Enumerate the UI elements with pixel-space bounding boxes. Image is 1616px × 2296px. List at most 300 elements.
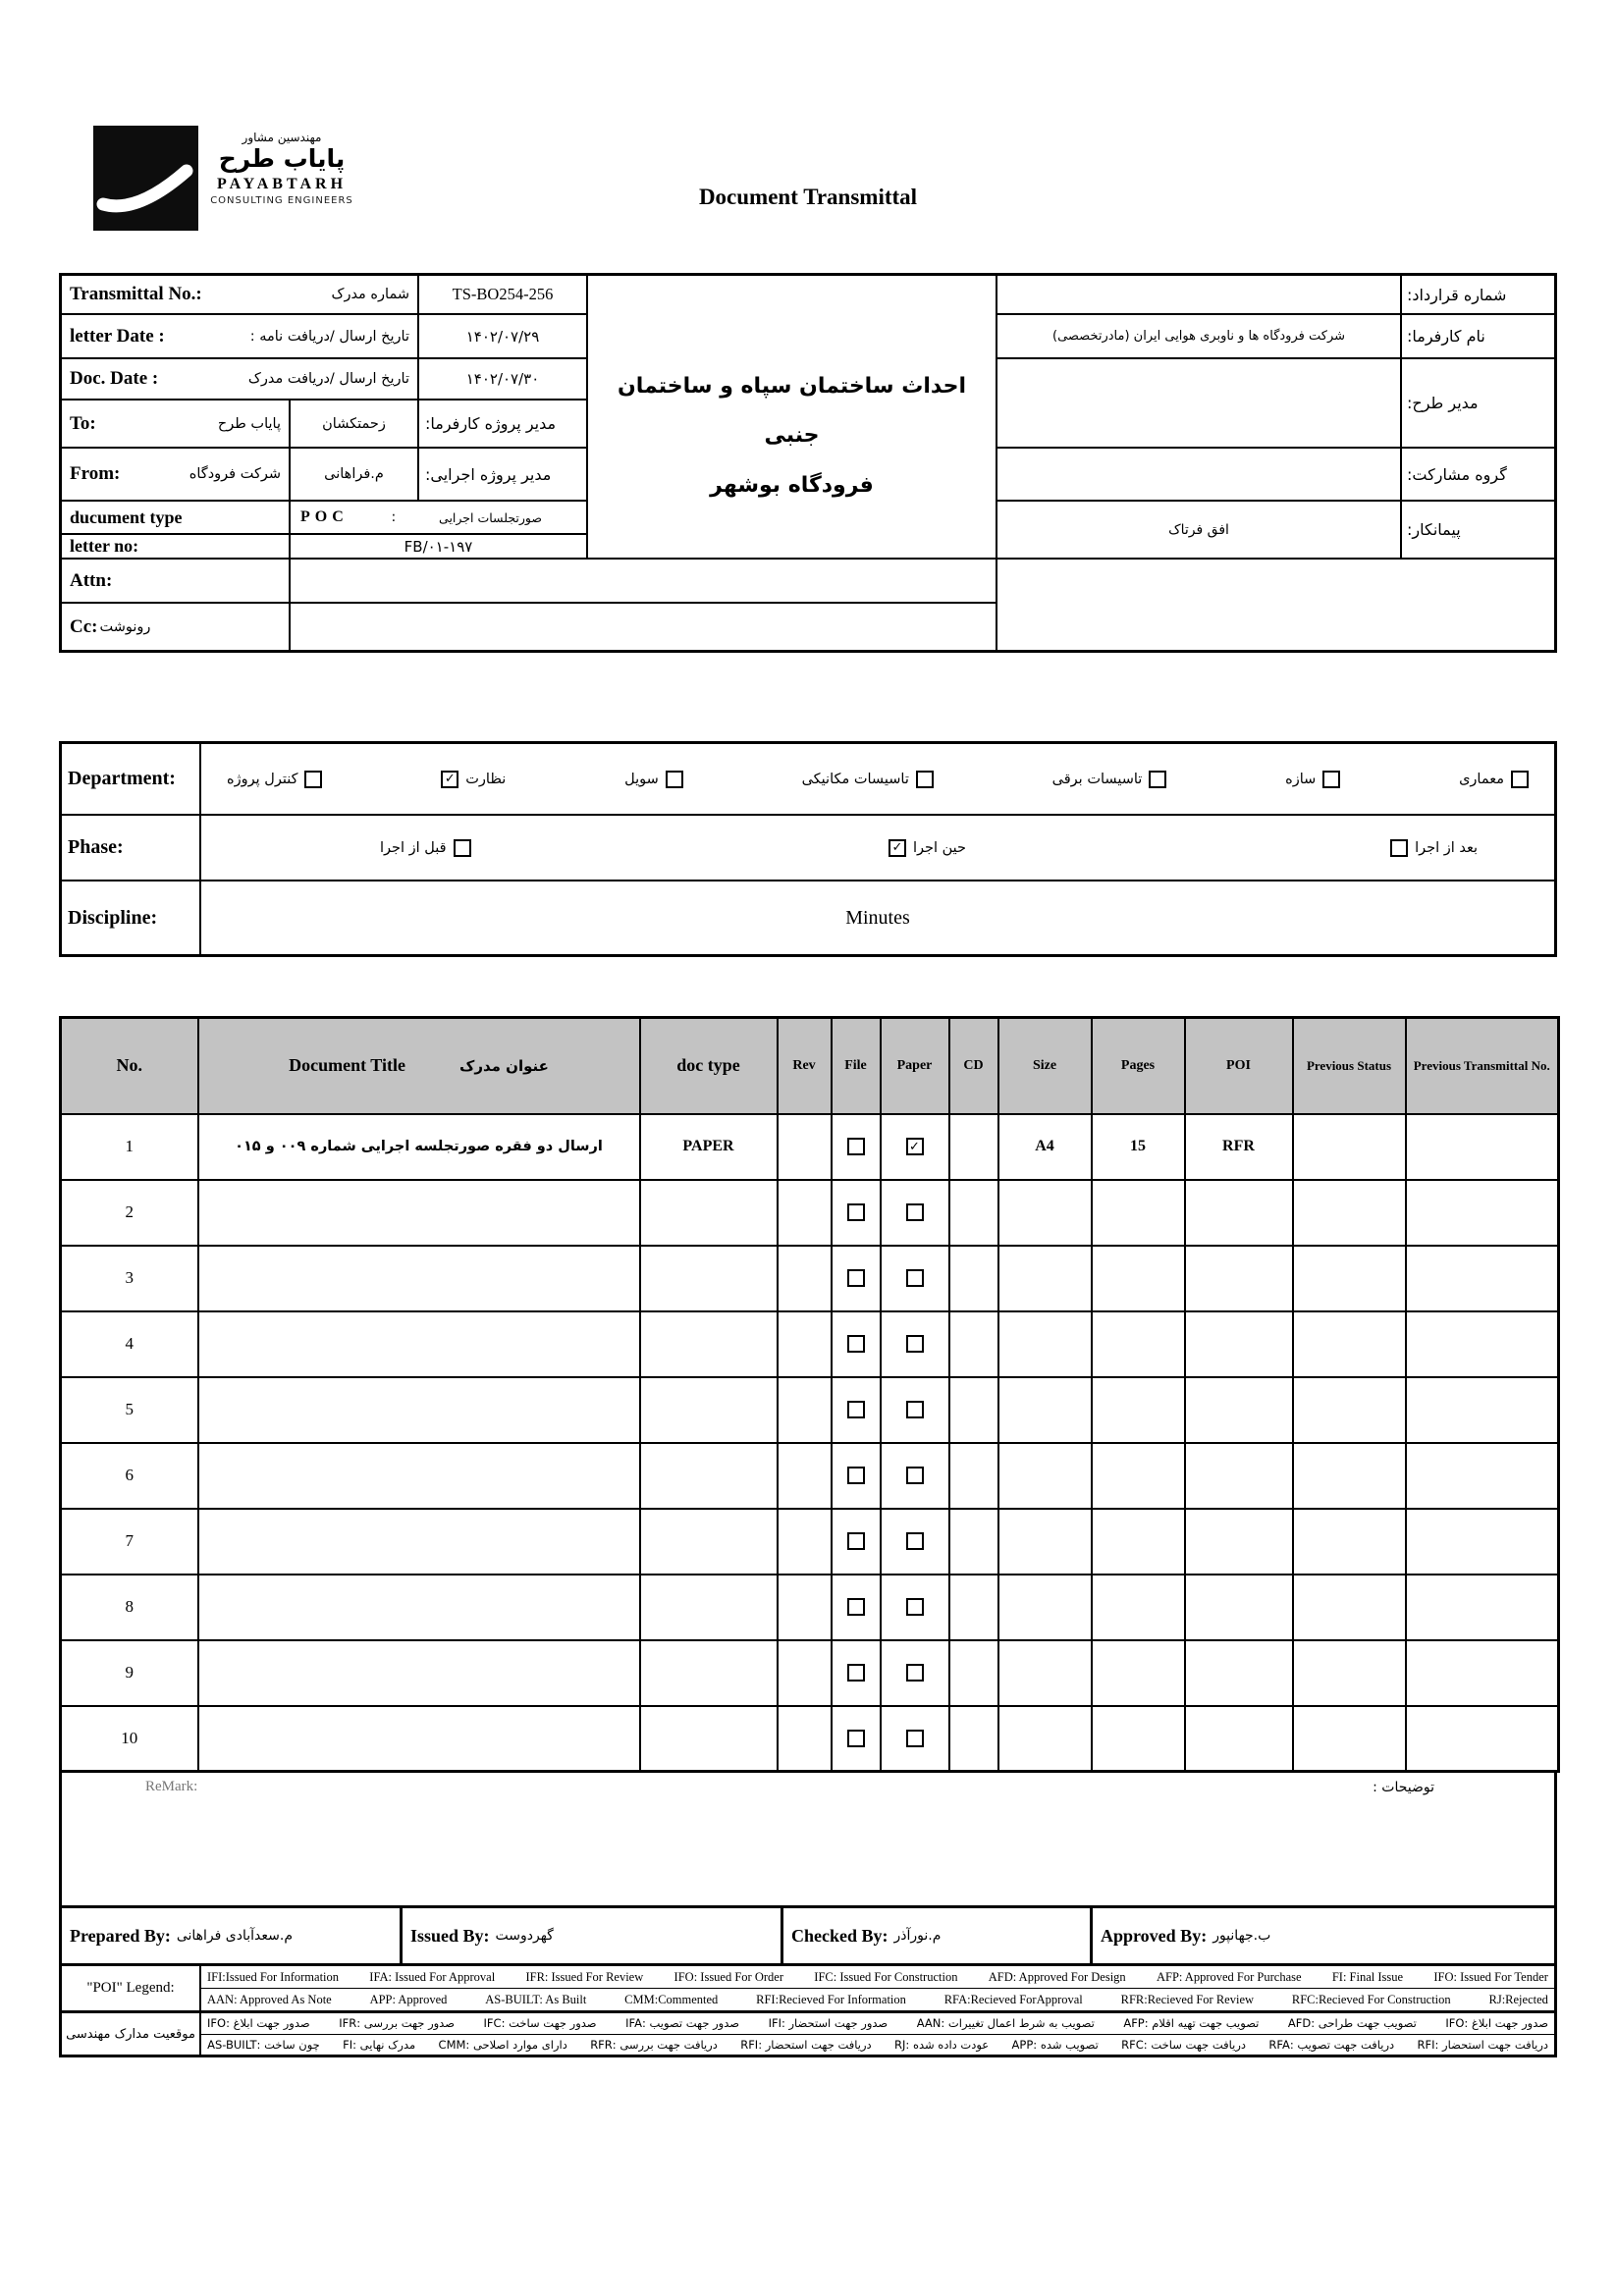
row-prev-transmittal [1406,1575,1559,1640]
transmittal-info-table [59,273,1557,653]
doc-type-value: POC [300,508,349,525]
row-rev [778,1443,832,1509]
legend-token: تصویب جهت طراحی :AFD [1287,2016,1417,2031]
row-document-title [198,1246,640,1311]
doc-type-fa: صورتجلسات اجرایی [439,509,542,525]
row-poi [1185,1509,1293,1575]
legend-token: RFR:Recieved For Review [1120,1992,1255,2006]
project-title-cell [586,276,996,558]
row-cd [949,1640,998,1706]
doc-type-label: ducument type [70,507,183,527]
unchecked-checkbox[interactable] [847,1401,865,1418]
legend-en-line-1 [201,1966,1554,1988]
from-company: شرکت فرودگاه [189,466,281,482]
row-document-title: ارسال دو فقره صورتجلسه اجرایی شماره ۰۰۹ و ۰۱۵ [198,1114,640,1180]
page-title: Document Transmittal [698,185,918,209]
signature-name: م.نورآذر [893,1928,942,1944]
row-poi [1185,1246,1293,1311]
signature-cell [1090,1908,1554,1963]
row-paper-cell [881,1246,949,1311]
cc-value [289,602,996,650]
letter-date-label-cell [62,313,417,357]
row-poi [1185,1443,1293,1509]
poi-legend-fa-lines [199,2010,1554,2055]
row-poi [1185,1575,1293,1640]
remark-label-fa: توضیحات : [1373,1780,1434,1795]
row-file-cell [832,1443,881,1509]
legend-token: IFC: Issued For Construction [814,1969,958,1984]
legend-token: تصویب جهت تهیه اقلام :AFP [1123,2016,1260,2031]
legend-token: تصویب شده :APP [1011,2037,1099,2052]
signature-label: Prepared By: [70,1925,171,1946]
row-pages [1092,1246,1185,1311]
row-no: 8 [61,1575,198,1640]
brand-en-subtitle: CONSULTING ENGINEERS [210,194,353,206]
checkbox-item [1459,771,1529,788]
unchecked-checkbox[interactable] [916,771,934,788]
checkbox-label: بعد از اجرا [1415,839,1478,856]
signature-row [59,1905,1557,1966]
row-file-cell [832,1640,881,1706]
right-bottom-empty-cell [996,558,1554,650]
legend-token: CMM:Commented [624,1992,719,2006]
row-cd [949,1706,998,1772]
poi-legend-en-lines [199,1966,1554,2010]
row-size [998,1311,1092,1377]
row-document-title [198,1509,640,1575]
client-name-label: نام کارفرما: [1400,313,1554,357]
row-pages [1092,1180,1185,1246]
row-prev-transmittal [1406,1114,1559,1180]
row-poi [1185,1180,1293,1246]
row-document-title [198,1311,640,1377]
col-header-prev-status: Previous Status [1293,1018,1406,1114]
legend-token: AFD: Approved For Design [988,1969,1126,1984]
row-prev-status [1293,1180,1406,1246]
row-paper-cell [881,1180,949,1246]
row-no: 4 [61,1311,198,1377]
signature-label: Checked By: [791,1925,889,1946]
project-title-line2: فرودگاه بوشهر [710,472,874,498]
row-paper-cell [881,1443,949,1509]
legend-token: صدور جهت ابلاغ :IFO [207,2016,310,2031]
transmittal-no-label-fa: شماره مدرک [331,287,409,302]
row-size [998,1706,1092,1772]
unchecked-checkbox[interactable] [847,1335,865,1353]
doc-date-label-en: Doc. Date : [70,368,159,389]
row-doc-type [640,1640,778,1706]
row-cd [949,1246,998,1311]
row-doc-type [640,1443,778,1509]
unchecked-checkbox[interactable] [1149,771,1166,788]
row-file-cell [832,1706,881,1772]
unchecked-checkbox[interactable] [666,771,683,788]
classification-table [59,741,1557,957]
legend-token: AAN: Approved As Note [207,1992,332,2006]
to-person: زحمتکشان [289,399,417,447]
transmittal-no-value: TS-BO254-256 [417,276,586,313]
legend-token: دریافت جهت استحضار :RFI [1417,2037,1548,2052]
unchecked-checkbox[interactable] [906,1401,924,1418]
phase-label: Phase: [62,814,199,880]
attn-label: Attn: [70,569,113,591]
row-no: 6 [61,1443,198,1509]
checkbox-label: سازه [1285,771,1317,787]
legend-token: صدور جهت ساخت :IFC [483,2016,597,2031]
row-prev-transmittal [1406,1377,1559,1443]
row-document-title [198,1180,640,1246]
row-pages [1092,1443,1185,1509]
row-rev [778,1180,832,1246]
contractor-label: پیمانکار: [1400,500,1554,558]
contract-no-value [996,276,1400,313]
legend-token: دریافت جهت تصویب :RFA [1268,2037,1395,2052]
checkbox-item [624,771,683,788]
row-paper-cell [881,1377,949,1443]
row-rev [778,1509,832,1575]
row-no: 7 [61,1509,198,1575]
legend-token: IFR: Issued For Review [525,1969,644,1984]
brand-fa-tagline: مهندسین مشاور [242,131,322,144]
from-person: م.فراهانی [289,447,417,500]
row-no: 10 [61,1706,198,1772]
checkbox-item [1285,771,1340,788]
checkbox-item [380,839,471,857]
row-document-title [198,1640,640,1706]
letter-date-label-en: letter Date : [70,325,165,347]
checkbox-label: تاسیسات برقی [1051,771,1143,787]
row-doc-type [640,1509,778,1575]
row-poi [1185,1706,1293,1772]
table-header-row [61,1018,1559,1114]
checkbox-label: حین اجرا [913,839,967,856]
row-paper-cell [881,1706,949,1772]
legend-token: مدرک نهایی :FI [343,2037,416,2052]
row-doc-type [640,1575,778,1640]
row-rev [778,1246,832,1311]
row-file-cell [832,1311,881,1377]
legend-token: عودت داده شده :RJ [894,2037,990,2052]
unchecked-checkbox[interactable] [847,1730,865,1747]
row-prev-status [1293,1640,1406,1706]
row-size [998,1443,1092,1509]
letter-no-value: FB/۰۱-۱۹۷ [289,533,586,558]
contract-no-label: شماره قرارداد: [1400,276,1554,313]
legend-token: دریافت جهت ساخت :RFC [1121,2037,1247,2052]
row-cd [949,1311,998,1377]
row-file-cell [832,1114,881,1180]
col-header-pages: Pages [1092,1018,1185,1114]
unchecked-checkbox[interactable] [906,1664,924,1682]
row-poi [1185,1640,1293,1706]
checkbox-label: معماری [1459,771,1504,787]
unchecked-checkbox[interactable] [906,1730,924,1747]
row-rev [778,1311,832,1377]
table-row [61,1180,1559,1246]
row-prev-status [1293,1706,1406,1772]
row-paper-cell [881,1509,949,1575]
checkbox-item [802,771,934,788]
table-row [61,1246,1559,1311]
contractor-value: افق فرتاک [996,500,1400,558]
col-header-poi: POI [1185,1018,1293,1114]
legend-token: AFP: Approved For Purchase [1156,1969,1302,1984]
poi-legend-label: "POI" Legend: [86,1980,175,1996]
legend-token: RJ:Rejected [1488,1992,1548,2006]
checkbox-item [227,771,322,788]
transmittal-no-label-en: Transmittal No.: [70,284,202,304]
row-file-cell [832,1509,881,1575]
checkbox-label: سویل [624,771,659,787]
row-prev-transmittal [1406,1640,1559,1706]
row-pages [1092,1311,1185,1377]
signature-name: م.سعدآبادی فراهانی [176,1928,293,1944]
row-document-title [198,1706,640,1772]
row-pages [1092,1640,1185,1706]
brand-en-name: PAYABTARH [216,175,348,192]
row-size [998,1246,1092,1311]
department-label: Department: [68,768,176,789]
unchecked-checkbox[interactable] [906,1598,924,1616]
signature-label: Issued By: [410,1925,490,1946]
company-logo-icon [93,126,198,231]
col-header-size: Size [998,1018,1092,1114]
legend-token: صدور جهت تصویب :IFA [625,2016,740,2031]
legend-token: صدور جهت استحضار :IFI [768,2016,889,2031]
row-size [998,1575,1092,1640]
unchecked-checkbox[interactable] [906,1269,924,1287]
unchecked-checkbox[interactable] [906,1335,924,1353]
document-list-table [59,1016,1560,1773]
plan-manager-value [996,357,1400,447]
row-prev-transmittal [1406,1311,1559,1377]
checked-checkbox[interactable]: ✓ [906,1138,924,1155]
signature-cell [62,1908,400,1963]
to-company: پایاب طرح [217,415,281,432]
signature-cell [400,1908,781,1963]
row-size [998,1377,1092,1443]
legend-token: FI: Final Issue [1331,1969,1404,1984]
row-prev-transmittal [1406,1443,1559,1509]
table-row [61,1114,1559,1180]
row-prev-status [1293,1311,1406,1377]
row-size [998,1180,1092,1246]
client-name-value: شرکت فرودگاه ها و ناوبری هوایی ایران (مادرتخصصی) [996,313,1400,357]
legend-en-line-2 [201,1988,1554,2010]
row-cd [949,1377,998,1443]
row-no: 2 [61,1180,198,1246]
col-header-paper: Paper [881,1018,949,1114]
to-label: To: [70,412,96,434]
row-prev-status [1293,1114,1406,1180]
row-doc-type: PAPER [640,1114,778,1180]
discipline-cell [199,880,1554,954]
unchecked-checkbox[interactable] [847,1269,865,1287]
col-header-no: No. [61,1018,198,1114]
col-header-title [198,1018,640,1114]
row-prev-status [1293,1377,1406,1443]
col-header-prev-transmittal: Previous Transmittal No. [1406,1018,1559,1114]
legend-token: IFA: Issued For Approval [369,1969,496,1984]
legend-token: AS-BUILT: As Built [485,1992,587,2006]
row-doc-type [640,1180,778,1246]
checked-checkbox[interactable]: ✓ [441,771,458,788]
signature-label: Approved By: [1101,1925,1208,1946]
attn-label-cell [62,558,289,602]
unchecked-checkbox[interactable] [906,1532,924,1550]
legend-token: IFO: Issued For Tender [1433,1969,1548,1984]
row-no: 3 [61,1246,198,1311]
row-document-title [198,1575,640,1640]
cc-label-cell [62,602,289,650]
unchecked-checkbox[interactable] [847,1664,865,1682]
unchecked-checkbox[interactable] [847,1203,865,1221]
row-file-cell [832,1246,881,1311]
letter-no-label: letter no: [70,536,139,556]
row-prev-transmittal [1406,1509,1559,1575]
attn-value [289,558,996,602]
row-prev-status [1293,1575,1406,1640]
unchecked-checkbox[interactable] [454,839,471,857]
table-row [61,1443,1559,1509]
row-paper-cell [881,1114,949,1180]
legend-token: APP: Approved [369,1992,448,2006]
checkbox-item [1390,839,1478,857]
checkbox-label: تاسیسات مکانیکی [801,771,909,787]
col-header-title-fa: عنوان مدرک [458,1056,549,1075]
row-paper-cell [881,1311,949,1377]
unchecked-checkbox[interactable] [906,1203,924,1221]
checkbox-label: قبل از اجرا [380,839,447,856]
table-row [61,1706,1559,1772]
row-size [998,1640,1092,1706]
row-poi [1185,1311,1293,1377]
poi-legend-label-fa: موقعیت مدارک مهندسی [62,2010,199,2055]
letter-date-value: ۱۴۰۲/۰۷/۲۹ [417,313,586,357]
table-row [61,1575,1559,1640]
signature-cell [781,1908,1090,1963]
row-rev [778,1640,832,1706]
row-rev [778,1575,832,1640]
row-pages [1092,1377,1185,1443]
legend-token: صدور جهت بررسی :IFR [339,2016,455,2031]
legend-token: IFO: Issued For Order [673,1969,783,1984]
legend-token: دارای موارد اصلاحی :CMM [438,2037,567,2052]
unchecked-checkbox[interactable] [1322,771,1340,788]
transmittal-no-label-cell [62,276,417,313]
checkbox-label: کنترل پروژه [227,771,298,787]
row-doc-type [640,1706,778,1772]
unchecked-checkbox[interactable] [847,1598,865,1616]
row-poi: RFR [1185,1114,1293,1180]
poi-legend-section [59,1963,1557,2057]
table-row [61,1509,1559,1575]
legend-token: RFI:Recieved For Information [756,1992,906,2006]
row-size [998,1509,1092,1575]
table-row [61,1311,1559,1377]
row-rev [778,1377,832,1443]
legend-token: دریافت جهت بررسی :RFR [590,2037,718,2052]
unchecked-checkbox[interactable] [847,1138,865,1155]
row-document-title [198,1443,640,1509]
col-header-doctype: doc type [640,1018,778,1114]
legend-token: صدور جهت ابلاغ :IFO [1445,2016,1548,2031]
doc-date-label-fa: تاریخ ارسال /دریافت مدرک [247,371,409,387]
row-prev-status [1293,1246,1406,1311]
legend-fa-line-2 [201,2034,1554,2056]
from-role: مدیر پروژه اجرایی: [417,447,586,500]
row-doc-type [640,1246,778,1311]
discipline-value: Minutes [845,906,910,929]
row-paper-cell [881,1575,949,1640]
partnership-value [996,447,1400,500]
row-prev-transmittal [1406,1180,1559,1246]
checkbox-item [1052,771,1167,788]
checkbox-label: نظارت [465,771,507,787]
project-title-line1: احداث ساختمان سپاه و ساختمان جنبی [618,373,966,449]
col-header-file: File [832,1018,881,1114]
doc-type-colon: : [391,509,397,525]
legend-token: RFC:Recieved For Construction [1291,1992,1451,2006]
row-pages [1092,1706,1185,1772]
row-no: 1 [61,1114,198,1180]
row-file-cell [832,1180,881,1246]
row-prev-transmittal [1406,1706,1559,1772]
unchecked-checkbox[interactable] [304,771,322,788]
department-checkbox-row [199,744,1554,814]
row-pages [1092,1575,1185,1640]
doc-date-label-cell [62,357,417,399]
legend-token: چون ساخت :AS-BUILT [207,2037,320,2052]
table-row [61,1377,1559,1443]
signature-name: ب.جهانپور [1212,1928,1271,1944]
row-document-title [198,1377,640,1443]
col-header-cd: CD [949,1018,998,1114]
checkbox-item [889,839,966,857]
remark-section [59,1771,1557,1908]
col-header-rev: Rev [778,1018,832,1114]
row-cd [949,1180,998,1246]
discipline-label: Discipline: [62,880,199,954]
to-role: مدیر پروژه کارفرما: [417,399,586,447]
row-pages [1092,1509,1185,1575]
cc-label-fa: رونوشت [99,618,151,635]
letter-no-label-cell [62,533,289,558]
unchecked-checkbox[interactable] [1511,771,1529,788]
checkbox-item [441,771,506,788]
row-rev [778,1114,832,1180]
row-size: A4 [998,1114,1092,1180]
unchecked-checkbox[interactable] [1390,839,1408,857]
unchecked-checkbox[interactable] [847,1532,865,1550]
brand-fa-name: پایاب طرح [218,143,346,173]
unchecked-checkbox[interactable] [847,1467,865,1484]
from-label: From: [70,463,121,484]
row-prev-status [1293,1443,1406,1509]
row-doc-type [640,1377,778,1443]
doc-type-value-cell [289,500,586,533]
row-prev-transmittal [1406,1246,1559,1311]
from-cell [62,447,289,500]
legend-token: RFA:Recieved ForApproval [943,1992,1083,2006]
phase-checkbox-row [199,814,1554,880]
cc-label-en: Cc: [70,615,98,637]
row-doc-type [640,1311,778,1377]
checked-checkbox[interactable]: ✓ [889,839,906,857]
row-cd [949,1575,998,1640]
row-rev [778,1706,832,1772]
unchecked-checkbox[interactable] [906,1467,924,1484]
